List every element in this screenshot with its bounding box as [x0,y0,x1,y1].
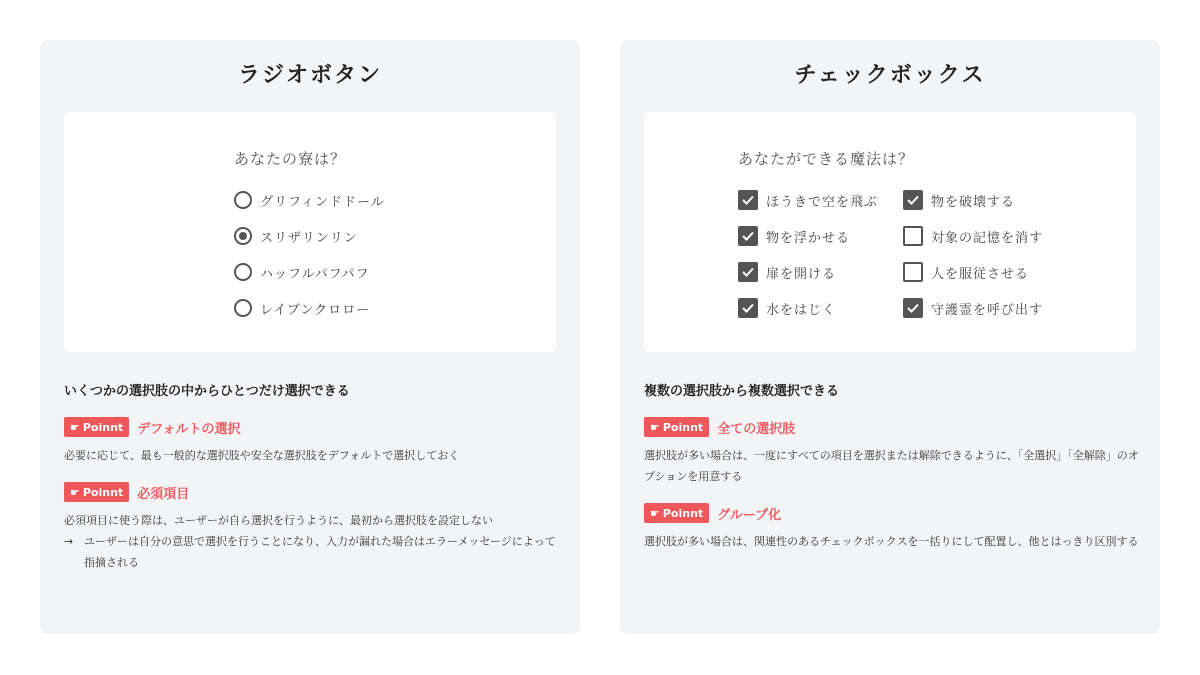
radio-panel-title: ラジオボタン [237,63,382,88]
checkbox-option[interactable] [738,254,903,290]
checkmark-icon [742,195,754,205]
pointing-hand-icon: ☛ [650,420,660,434]
point-title: 全ての選択肢 [717,421,796,437]
radio-option-label[interactable]: ハッフルパフパフ [260,266,370,282]
radio-option-label[interactable]: レイブンクロロー [260,302,371,318]
checkbox-option[interactable] [903,218,1063,254]
checkbox-group [738,182,1063,326]
checkbox-question: あなたができる魔法は？ [738,150,915,168]
radio-group [234,182,385,326]
pointing-hand-icon: ☛ [70,485,80,499]
point-description: 選択肢が多い場合は、関連性のあるチェックボックスを一括りにして配置し、他とはっきり区別する [644,535,1139,548]
point-title: デフォルトの選択 [137,421,241,437]
radio-demo-card [64,112,556,352]
checkbox-lead-text: 複数の選択肢から複数選択できる [644,384,840,399]
point-badge [644,503,709,523]
radio-option[interactable] [234,290,385,326]
checkbox-label[interactable]: 対象の記憶を消す [931,230,1044,246]
radio-question: あなたの寮は？ [234,150,347,168]
checkmark-icon [907,195,919,205]
point-badge-label: Poinnt [82,485,124,499]
checkbox-unchecked[interactable] [903,226,923,246]
checkbox-label[interactable]: ほうきで空を飛ぶ [766,194,879,210]
radio-option-label[interactable]: グリフィンドドール [260,194,385,210]
radio-option[interactable] [234,254,385,290]
radio-option-label[interactable]: スリザリンリン [260,230,358,246]
pointing-hand-icon: ☛ [70,420,80,434]
checkbox-label[interactable]: 人を服従させる [931,266,1030,282]
checkmark-icon [907,303,919,313]
point-heading [64,417,241,437]
point-heading [64,482,189,502]
pointing-hand-icon: ☛ [650,506,660,520]
point-title: 必須項目 [137,486,190,502]
checkbox-label[interactable]: 物を破壊する [931,194,1016,210]
checkbox-checked[interactable] [738,298,758,318]
point-badge [64,417,129,437]
point-badge-label: Poinnt [82,420,124,434]
point-description [64,510,560,573]
checkmark-icon [742,303,754,313]
point-badge-label: Poinnt [662,420,704,434]
checkbox-label[interactable]: 水をはじく [766,302,837,318]
checkmark-icon [742,267,754,277]
checkbox-demo-card [644,112,1136,352]
point-description-line: 必須項目に使う際は、ユーザーが自ら選択を行うように、最初から選択肢を設定しない [64,514,493,527]
checkbox-option[interactable] [903,290,1063,326]
checkbox-checked[interactable] [738,226,758,246]
checkbox-checked[interactable] [903,190,923,210]
checkbox-label[interactable]: 守護霊を呼び出す [931,302,1044,318]
point-consequence [64,531,560,573]
radio-lead-text: いくつかの選択肢の中からひとつだけ選択できる [64,384,350,399]
radio-button[interactable] [234,263,252,281]
point-heading [644,417,795,437]
point-heading [644,503,781,523]
point-consequence-text: ユーザーは自分の意思で選択を行うことになり、入力が漏れた場合はエラーメッセージによって指摘される [84,535,556,569]
checkbox-unchecked[interactable] [903,262,923,282]
checkbox-option[interactable] [903,254,1063,290]
checkmark-icon [742,231,754,241]
checkbox-option[interactable] [738,290,903,326]
point-description: 必要に応じて、最も一般的な選択肢や安全な選択肢をデフォルトで選択しておく [64,449,460,462]
point-badge [64,482,129,502]
radio-button-selected[interactable] [234,227,252,245]
radio-button[interactable] [234,299,252,317]
checkbox-panel-title: チェックボックス [794,63,986,88]
radio-option[interactable] [234,182,385,218]
checkbox-checked[interactable] [738,262,758,282]
point-badge-label: Poinnt [662,506,704,520]
arrow-right-icon: → [64,535,74,548]
point-badge [644,417,709,437]
point-description: 選択肢が多い場合は、一度にすべての項目を選択または解除できるように、「全選択」「全解除」のオプションを用意する [644,449,1139,483]
checkbox-option[interactable] [738,182,903,218]
radio-option[interactable] [234,218,385,254]
checkbox-panel [620,40,1160,634]
checkbox-checked[interactable] [903,298,923,318]
checkbox-checked[interactable] [738,190,758,210]
radio-panel [40,40,580,634]
checkbox-option[interactable] [738,218,903,254]
checkbox-label[interactable]: 扉を開ける [766,266,837,282]
checkbox-option[interactable] [903,182,1063,218]
checkbox-label[interactable]: 物を浮かせる [766,230,851,246]
point-title: グループ化 [717,507,782,523]
radio-button[interactable] [234,191,252,209]
